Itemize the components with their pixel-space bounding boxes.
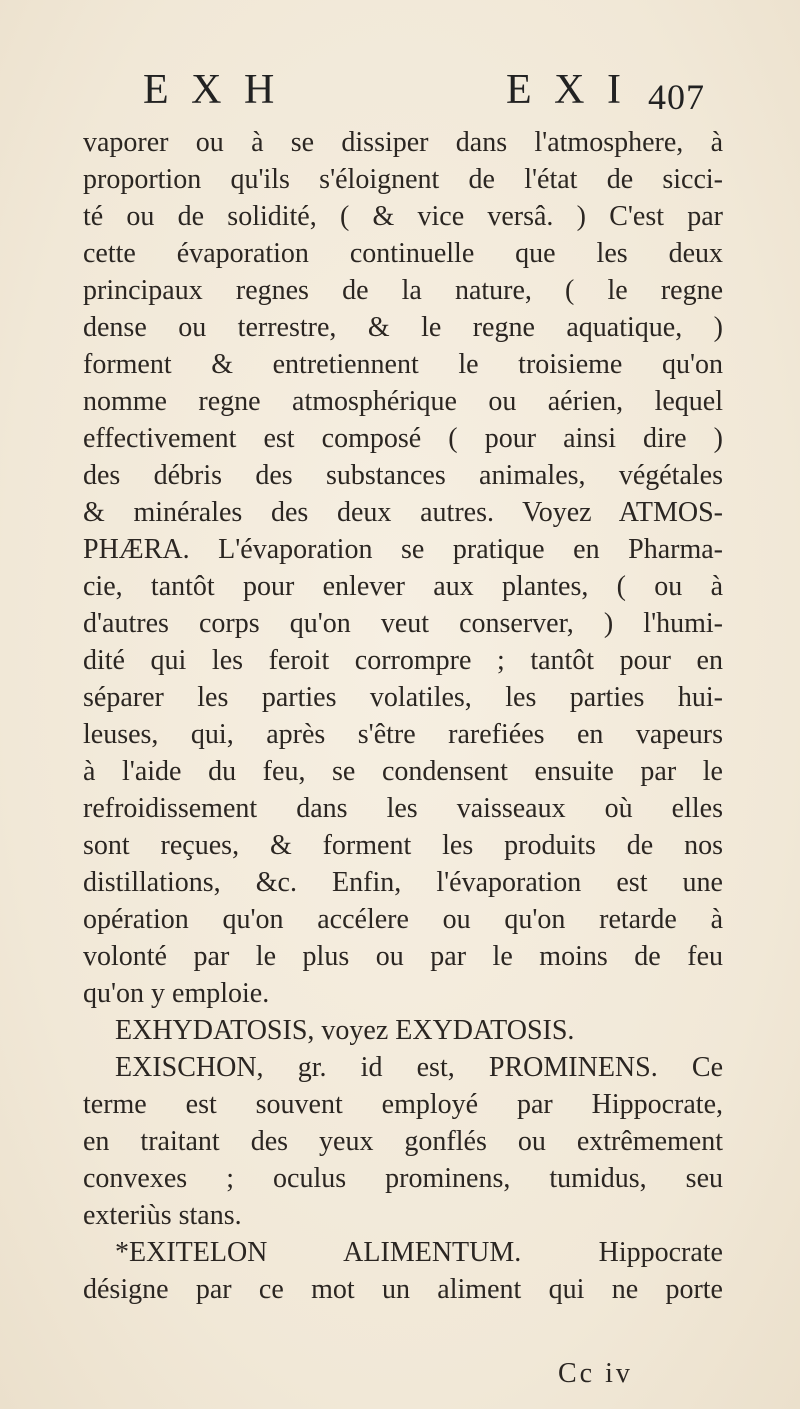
text-line: & minérales des deux autres. Voyez ATMOS- (83, 497, 723, 528)
text-line: vaporer ou à se dissiper dans l'atmosphere, à (83, 127, 723, 158)
header-right-guide-word: E X I (506, 67, 627, 113)
text-line: forment & entretiennent le troisieme qu'on (83, 349, 723, 380)
text-line: volonté par le plus ou par le moins de feu (83, 941, 723, 972)
text-line: exteriùs stans. (83, 1200, 242, 1231)
text-line: d'autres corps qu'on veut conserver, ) l'humi- (83, 608, 723, 639)
body-text (83, 124, 723, 1308)
text-line: leuses, qui, après s'être rarefiées en vapeurs (83, 719, 723, 750)
text-line: cie, tantôt pour enlever aux plantes, ( ou à (83, 571, 723, 602)
entry-exitelon: *EXITELON ALIMENTUM. Hippocrate (115, 1237, 723, 1268)
text-line: séparer les parties volatiles, les parties hui- (83, 682, 723, 713)
text-line: opération qu'on accélere ou qu'on retarde à (83, 904, 723, 935)
text-line: des débris des substances animales, végétales (83, 460, 723, 491)
text-line: dité qui les feroit corrompre ; tantôt pour en (83, 645, 723, 676)
text-line: distillations, &c. Enfin, l'évaporation est une (83, 867, 723, 898)
text-line: qu'on y emploie. (83, 978, 270, 1009)
text-line: proportion qu'ils s'éloignent de l'état de sicci- (83, 164, 723, 195)
text-line: convexes ; oculus prominens, tumidus, seu (83, 1163, 723, 1194)
text-line: nomme regne atmosphérique ou aérien, lequel (83, 386, 723, 417)
entry-exhydatosis: EXHYDATOSIS, voyez EXYDATOSIS. (115, 1015, 575, 1046)
text-line: sont reçues, & forment les produits de nos (83, 830, 723, 861)
text-line: PHÆRA. L'évaporation se pratique en Pharma- (83, 534, 723, 565)
text-line: terme est souvent employé par Hippocrate, (83, 1089, 723, 1120)
entry-exischon: EXISCHON, gr. id est, PROMINENS. Ce (115, 1052, 723, 1083)
page-number: 407 (648, 77, 705, 117)
text-line: principaux regnes de la nature, ( le regne (83, 275, 723, 306)
signature-mark: Cc iv (558, 1358, 633, 1389)
text-line: dense ou terrestre, & le regne aquatique, ) (83, 312, 723, 343)
text-line: té ou de solidité, ( & vice versâ. ) C'est par (83, 201, 723, 232)
text-line: à l'aide du feu, se condensent ensuite par le (83, 756, 723, 787)
text-line: en traitant des yeux gonflés ou extrêmement (83, 1126, 723, 1157)
text-line: effectivement est composé ( pour ainsi dire ) (83, 423, 723, 454)
header-left-guide-word: E X H (143, 67, 281, 113)
text-line: désigne par ce mot un aliment qui ne porte (83, 1274, 723, 1305)
running-header (0, 66, 800, 126)
text-line: cette évaporation continuelle que les deux (83, 238, 723, 269)
text-line: refroidissement dans les vaisseaux où elles (83, 793, 723, 824)
